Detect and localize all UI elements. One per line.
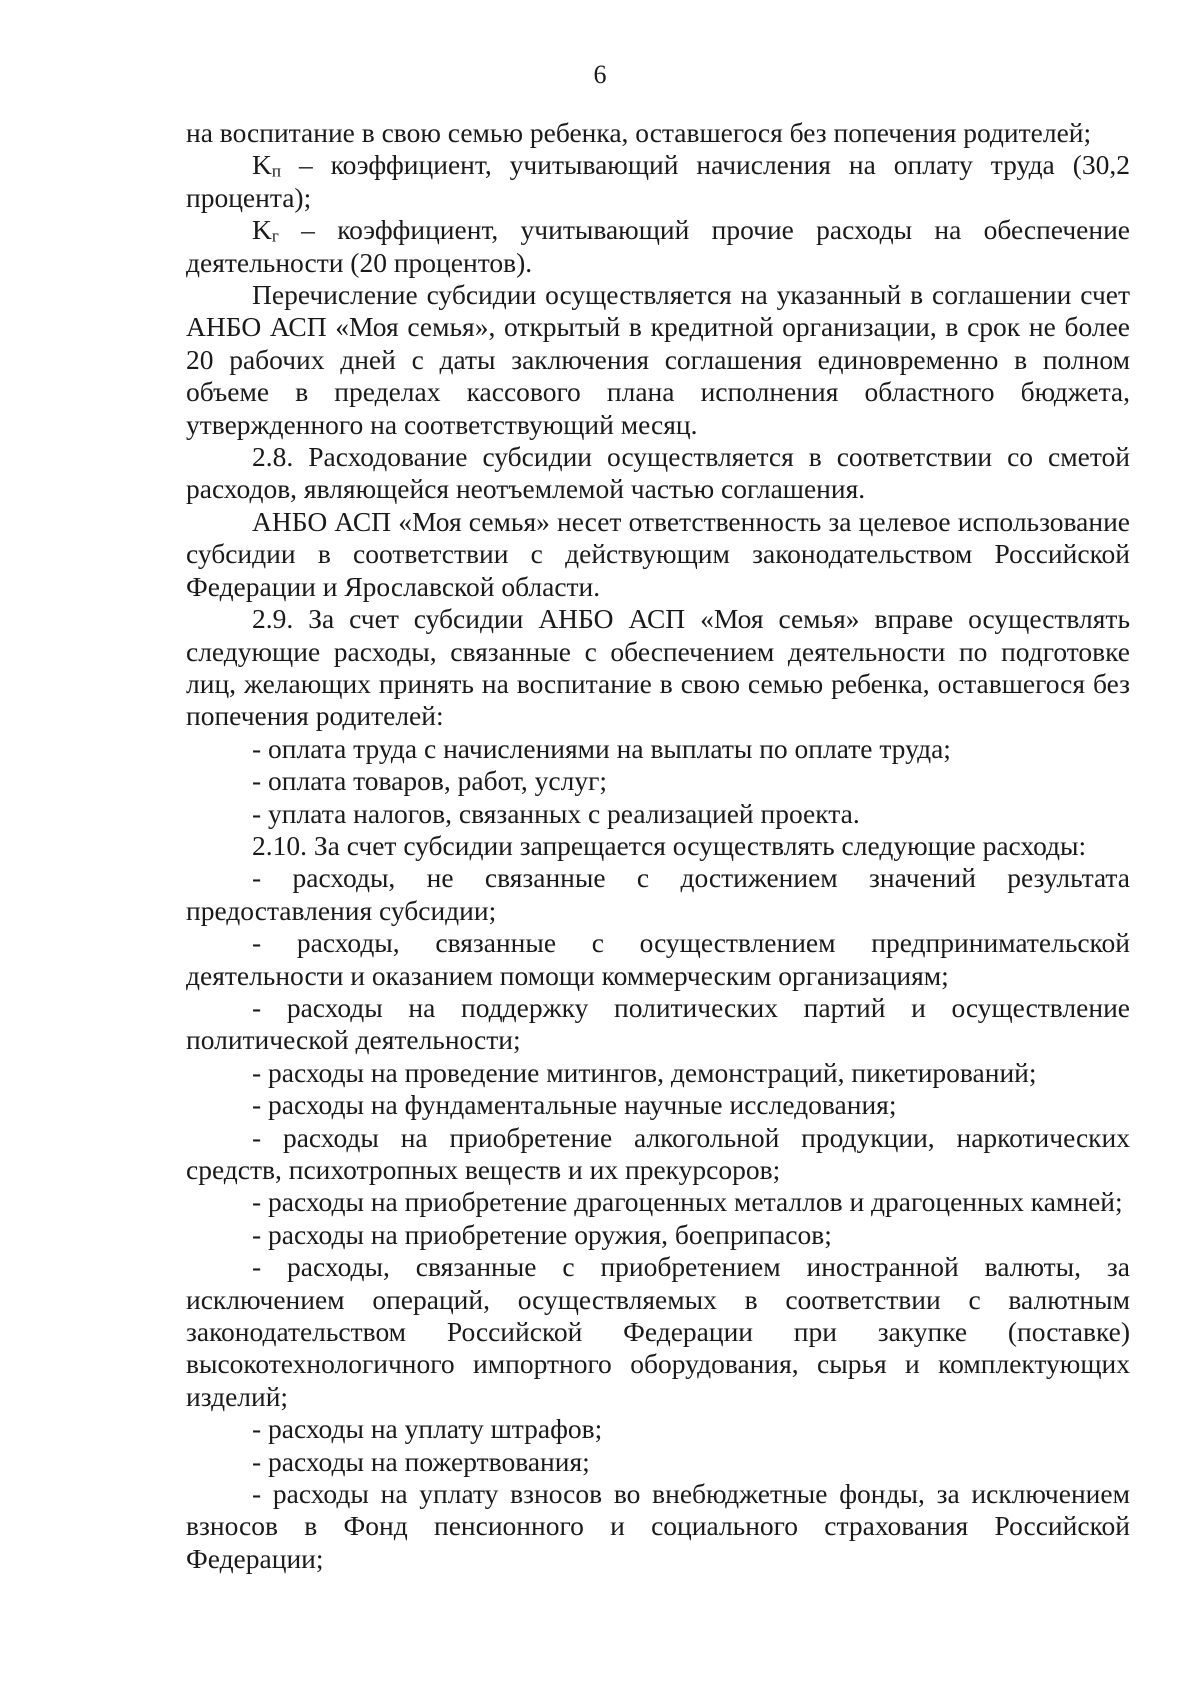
paragraph: Перечисление субсидии осуществляется на указанный в соглашении счет АНБО АСП «Моя семья», открытый в кредитной организации, в срок не более 20 рабочих дней с даты заключения соглашения единовременно в полном объеме в пределах кассового плана исполнения областного бюджета, утвержденного на соответствующий месяц. [186, 279, 1130, 440]
list-item: - расходы, связанные с приобретением иностранной валюты, за исключением операций, осуществляемых в соответствии с валютным законодательством Российской Федерации при закупке (поставке) высокотехнологичного импортного оборудования, сырья и комплектующих изделий; [186, 1251, 1130, 1412]
list-item: - расходы на пожертвования; [252, 1445, 590, 1477]
list-item: - расходы на проведение митингов, демонстраций, пикетирований; [252, 1056, 1037, 1088]
paragraph-kp-coefficient [186, 149, 1130, 214]
coefficient-subscript: г [271, 226, 279, 246]
paragraph: 2.8. Расходование субсидии осуществляется в соответствии со сметой расходов, являющейся неотъемлемой частью соглашения. [186, 441, 1130, 505]
coefficient-symbol: K [252, 149, 272, 181]
list-item: - расходы на поддержку политических партий и осуществление политической деятельности; [186, 991, 1130, 1056]
list-item: - оплата товаров, работ, услуг; [252, 765, 608, 797]
coefficient-description: – коэффициент, учитывающий начисления на оплату труда (30,2 процента); [186, 149, 1130, 213]
list-item: - оплата труда с начислениями на выплаты по оплате труда; [252, 732, 951, 764]
paragraph: АНБО АСП «Моя семья» несет ответственность за целевое использование субсидии в соответствии с действующим законодательством Российской Федерации и Ярославской области. [186, 505, 1130, 602]
list-item: - расходы на уплату штрафов; [252, 1413, 603, 1445]
coefficient-symbol: K [252, 214, 272, 246]
list-item: - расходы, связанные с осуществлением предпринимательской деятельности и оказанием помощи коммерческим организациям; [186, 927, 1130, 991]
list-item: - расходы на приобретение драгоценных металлов и драгоценных камней; [252, 1186, 1123, 1218]
coefficient-description: – коэффициент, учитывающий прочие расходы на обеспечение деятельности (20 процентов). [186, 214, 1130, 278]
list-item: - расходы на уплату взносов во внебюджетные фонды, за исключением взносов в Фонд пенсионного и социального страхования Российской Федерации; [186, 1478, 1130, 1574]
paragraph: 2.9. За счет субсидии АНБО АСП «Моя семья» вправе осуществлять следующие расходы, связанные с обеспечением деятельности по подготовке лиц, желающих принять на воспитание в свою семью ребенка, оставшегося без попечения родителей: [186, 603, 1130, 732]
list-item: - расходы на приобретение алкогольной продукции, наркотических средств, психотропных веществ и их прекурсоров; [186, 1121, 1130, 1185]
list-item: - уплата налогов, связанных с реализацией проекта. [252, 797, 860, 829]
list-item: - расходы на приобретение оружия, боеприпасов; [252, 1218, 832, 1250]
paragraph-kg-coefficient [186, 214, 1130, 279]
document-body [186, 117, 1130, 1575]
paragraph: 2.10. За счет субсидии запрещается осуществлять следующие расходы: [252, 829, 1087, 861]
page-number: 6 [593, 60, 607, 89]
list-item: - расходы, не связанные с достижением значений результата предоставления субсидии; [186, 862, 1130, 926]
list-item: - расходы на фундаментальные научные исследования; [252, 1089, 897, 1121]
paragraph: на воспитание в свою семью ребенка, оставшегося без попечения родителей; [186, 117, 1092, 148]
coefficient-subscript: п [271, 161, 281, 181]
